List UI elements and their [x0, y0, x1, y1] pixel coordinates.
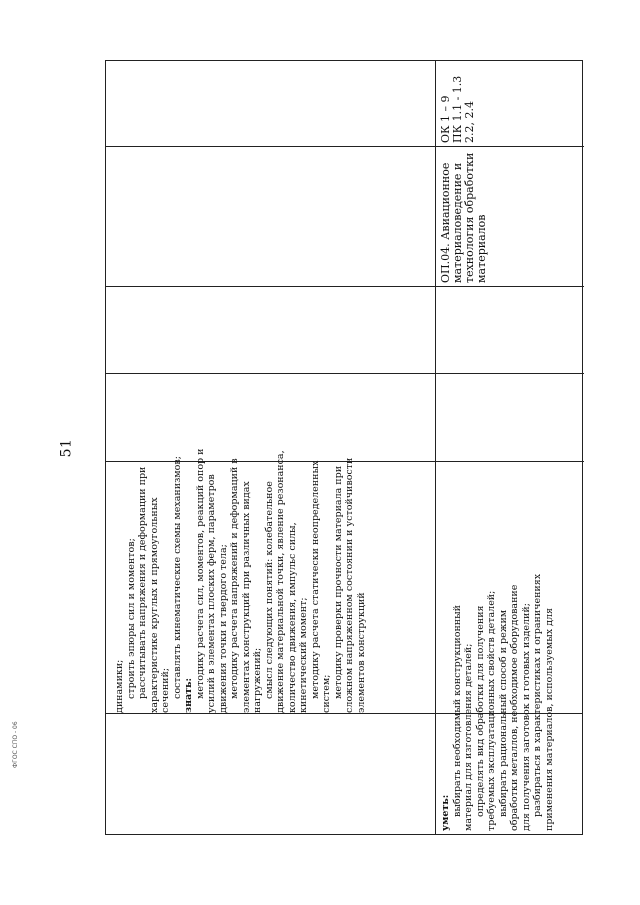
- row2-content-cell: [440, 465, 555, 831]
- page-number: 51: [58, 438, 75, 458]
- row2-content-line: для получения заготовок и готовых изделий;: [520, 603, 532, 831]
- row1-content-line: методику расчета статически неопределенных: [309, 460, 321, 699]
- row1-content-cell: [114, 448, 367, 713]
- row1-content-line: элементов конструкций: [355, 592, 367, 713]
- row2-content-line: уметь:: [440, 794, 451, 831]
- curriculum-table: [105, 60, 583, 835]
- row2-competence-line: ОК 1 – 9: [439, 95, 452, 143]
- row1-content-line: кинетический момент;: [298, 597, 309, 713]
- row1-content-line: знать:: [183, 677, 194, 713]
- row1-content-line: рассчитывать напряжения и деформации при: [137, 466, 148, 699]
- row2-competence-cell: [440, 63, 476, 143]
- row1-content-line: динамики;: [114, 659, 125, 713]
- column-divider-1: [435, 61, 436, 834]
- row1-content-line: нагружений;: [252, 647, 263, 713]
- row2-content-line: материал для изготовления деталей;: [463, 643, 474, 831]
- row2-competence-line: ПК 1.1 - 1.3: [451, 75, 464, 143]
- row1-content-line: движения точки и твердого тела;: [217, 544, 229, 713]
- row1-content-line: составлять кинематические схемы механизмов;: [171, 456, 183, 699]
- row2-discipline-line: ОП.04. Авиационное: [439, 162, 452, 283]
- row1-content-line: сечений;: [160, 667, 171, 713]
- row2-content-line: применения материалов, используемых для: [543, 607, 555, 831]
- row1-content-line: элементах конструкций при различных видах: [240, 481, 252, 713]
- row1-content-line: строить эпюры сил и моментов;: [125, 538, 137, 699]
- row2-content-line: определять вид обработки для получения: [474, 605, 486, 817]
- col-separator-c: [106, 373, 584, 374]
- row2-discipline-line: технология обработки: [463, 152, 476, 283]
- row1-content-line: методику расчета напряжений и деформаций в: [229, 458, 240, 699]
- row2-discipline-line: материаловедение и: [451, 162, 464, 283]
- row1-content-line: количество движения, импульс силы,: [286, 522, 298, 713]
- footer-code: ФГОС СПО - 06: [12, 721, 19, 768]
- row2-content-line: требуемых эксплуатационных свойств деталей;: [486, 590, 497, 831]
- column-divider-content: [105, 61, 106, 834]
- row1-content-line: сложном напряженном состоянии и устойчивости: [344, 457, 355, 713]
- row2-competence-line: 2.2, 2.4: [463, 101, 476, 143]
- row1-content-line: систем;: [321, 674, 332, 713]
- row1-content-line: смысл следующих понятий: колебательное: [263, 481, 275, 699]
- row2-content-line: разбираться в характеристиках и ограничениях: [532, 573, 543, 817]
- col-separator-a: [106, 146, 584, 147]
- row2-discipline-line: материалов: [475, 214, 488, 283]
- row1-content-line: усилий в элементах плоских ферм, параметров: [206, 474, 217, 713]
- row1-content-line: методику расчета сил, моментов, реакций опор и: [194, 448, 206, 699]
- row1-content-line: движение материальной точки, явление резонанса,: [275, 450, 286, 713]
- row2-content-line: выбирать рациональный способ и режим: [497, 609, 509, 817]
- row1-content-line: методику проверки прочности материала при: [332, 465, 344, 699]
- row1-content-line: характеристике круглых и прямоугольных: [148, 497, 160, 713]
- row2-content-line: выбирать необходимый конструкционный: [451, 605, 463, 817]
- col-separator-b: [106, 286, 584, 287]
- row2-content-line: обработки металлов, необходимое оборудование: [509, 584, 520, 831]
- row2-discipline-cell: [440, 147, 488, 283]
